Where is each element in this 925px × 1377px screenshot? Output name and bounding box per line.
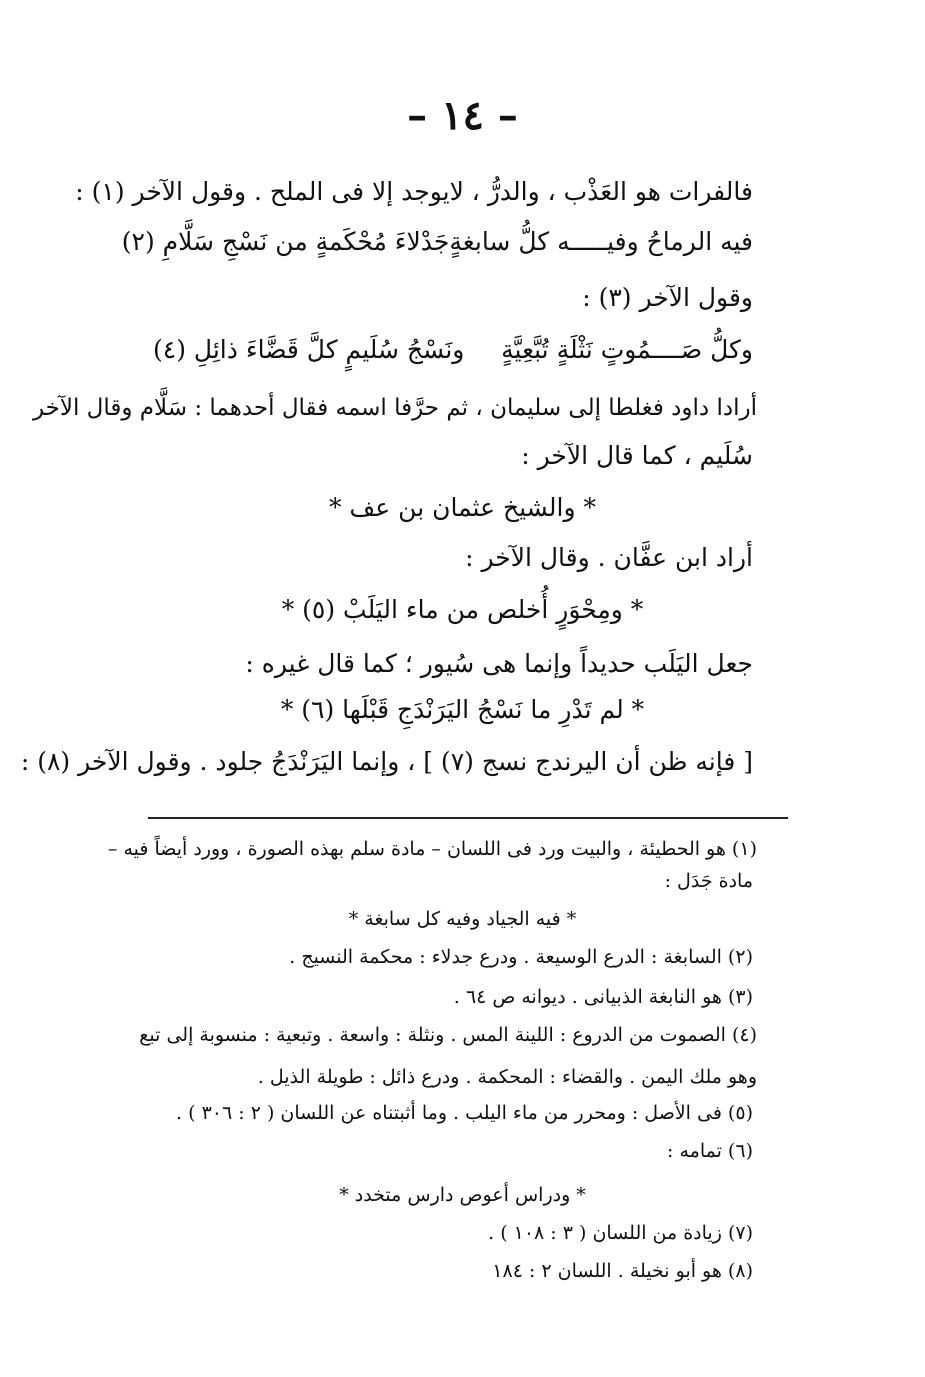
- verse-line: [153, 330, 753, 370]
- footnote-continuation: وهو ملك اليمن . والقضاء : المحكمة . ودرع ذائل : طويلة الذيل .: [257, 1066, 757, 1088]
- verse-hemistich-first: وكلُّ صَــــمُوتٍ نَثْلَةٍ تُبَّعِيَّةٍ: [501, 335, 753, 364]
- verse-quote: * لم تَدْرِ ما نَسْجُ اليَرَنْدَجِ قَبْلَها (٦) *: [280, 695, 645, 724]
- footnote: (٥) فى الأصل : ومحرر من ماء اليلب . وما أثبتناه عن اللسان ( ٢ : ٣٠٦ ) .: [176, 1102, 753, 1124]
- footnote-quote: * ودراس أعوص دارس متخدد *: [339, 1184, 586, 1206]
- body-line: أرادا داود فغلطا إلى سليمان ، ثم حرَّفا اسمه فقال أحدهما : سَلَّام وقال الآخر: [32, 395, 757, 421]
- footnote: (٨) هو أبو نخيلة . اللسان ٢ : ١٨٤: [492, 1260, 753, 1282]
- footnote: (٤) الصموت من الدروع : اللينة المس . ونثلة : واسعة . وتبعية : منسوبة إلى تبع: [139, 1024, 757, 1046]
- body-line: فالفرات هو العَذْب ، والدرُّ ، لايوجد إلا فى الملح . وقول الآخر (١) :: [75, 177, 753, 206]
- footnote-continuation: مادة جَدَل :: [664, 870, 753, 892]
- verse-hemistich-second: جَدْلاءَ مُحْكَمةٍ من نَسْجِ سَلَّامِ (٢): [121, 227, 450, 256]
- body-line: سُلَيم ، كما قال الآخر :: [521, 441, 753, 470]
- body-line: أراد ابن عفَّان . وقال الآخر :: [465, 543, 753, 572]
- body-line: جعل اليَلَب حديداً وإنما هى سُيور ؛ كما قال غيره :: [245, 649, 753, 678]
- footnote: (٦) تمامه :: [667, 1140, 753, 1162]
- verse-hemistich-second: ونَسْجُ سُلَيمٍ كلَّ قَضَّاءَ ذائِلِ (٤): [153, 335, 465, 364]
- footnote: (٢) السابغة : الدرع الوسيعة . ودرع جدلاء : محكمة النسيج .: [289, 946, 753, 968]
- footnote: (٧) زيادة من اللسان ( ٣ : ١٠٨ ) .: [488, 1222, 753, 1244]
- footnote-quote: * فيه الجياد وفيه كل سابغة *: [348, 908, 577, 930]
- verse-quote: * والشيخ عثمان بن عف *: [328, 493, 597, 522]
- footnote-divider: [148, 817, 788, 819]
- page-number: – ١٤ –: [407, 92, 518, 139]
- footnote: (٣) هو النابغة الذبيانى . ديوانه ص ٦٤ .: [453, 986, 753, 1008]
- verse-hemistich-first: فيه الرماحُ وفيـــــه كلُّ سابغةٍ: [449, 227, 753, 256]
- footnote: (١) هو الحطيئة ، والبيت ورد فى اللسان – مادة سلم بهذه الصورة ، وورد أيضاً فيه –: [107, 838, 757, 860]
- body-line: [ فإنه ظن أن اليرندج نسج (٧) ] ، وإنما اليَرَنْدَجُ جلود . وقول الآخر (٨) :: [20, 747, 753, 776]
- verse-line: [121, 222, 753, 262]
- body-line: وقول الآخر (٣) :: [582, 283, 753, 312]
- verse-quote: * ومِحْوَرٍ أُخلص من ماء اليَلَبْ (٥) *: [281, 595, 644, 624]
